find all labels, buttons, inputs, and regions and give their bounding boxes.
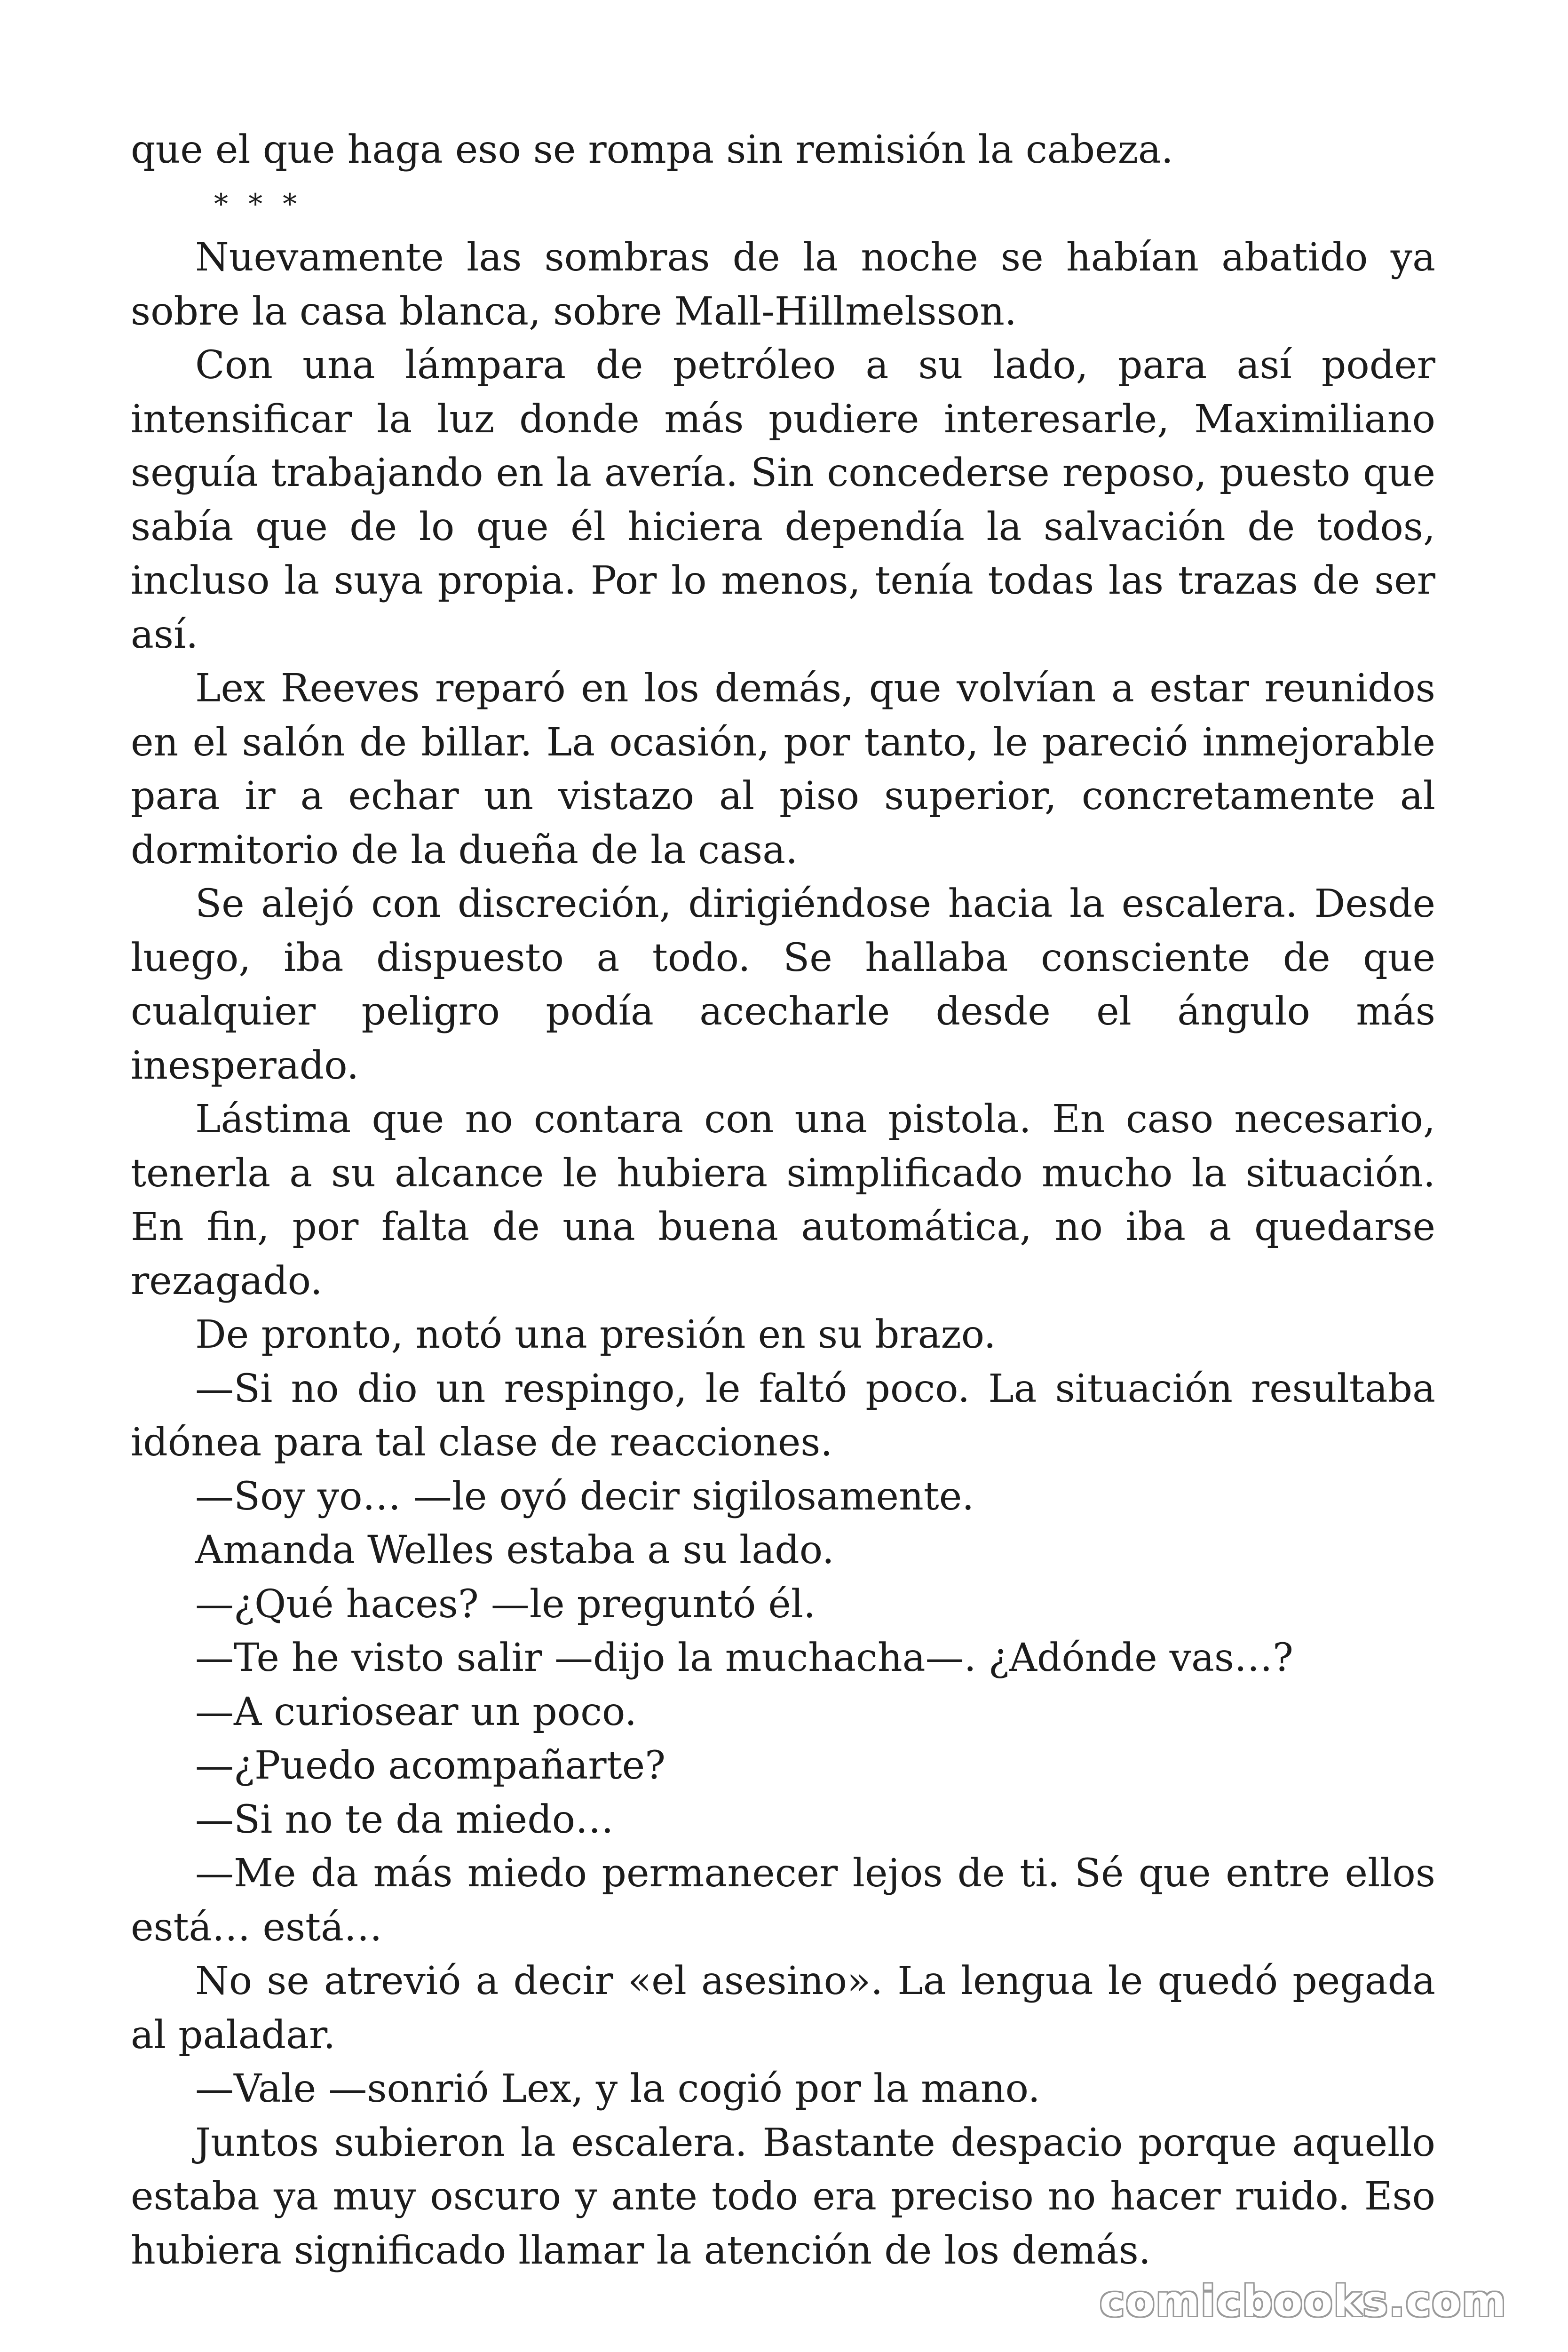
- page-body-text: [131, 123, 1435, 2278]
- paragraph: Lástima que no contara con una pistola. En caso necesario, tenerla a su alcance le hubiera simplificado mucho la situación. En fin, por falta de una buena automática, no iba a quedarse rezagado.: [131, 1097, 1435, 1303]
- paragraph: Se alejó con discreción, dirigiéndose hacia la escalera. Desde luego, iba dispuesto a todo. Se hallaba consciente de que cualquier peligro podía acecharle desde el ángulo más inesperado.: [131, 882, 1435, 1088]
- dialogue-line: —Si no dio un respingo, le faltó poco. La situación resultaba idónea para tal clase de reacciones.: [131, 1366, 1435, 1465]
- watermark-logo: comicbooks.com: [1100, 2277, 1507, 2326]
- paragraph: Nuevamente las sombras de la noche se habían abatido ya sobre la casa blanca, sobre Mall-Hillmelsson.: [131, 235, 1435, 334]
- dialogue-line: —Vale —sonrió Lex, y la cogió por la mano.: [195, 2066, 1040, 2111]
- dialogue-line: —A curiosear un poco.: [195, 1689, 637, 1734]
- paragraph: Juntos subieron la escalera. Bastante despacio porque aquello estaba ya muy oscuro y ante todo era preciso no hacer ruido. Eso hubiera significado llamar la atención de los demás.: [131, 2120, 1435, 2273]
- paragraph: Lex Reeves reparó en los demás, que volvían a estar reunidos en el salón de billar. La ocasión, por tanto, le pareció inmejorable para ir a echar un vistazo al piso superior, concretamente al dormitorio de la dueña de la casa.: [131, 666, 1435, 873]
- paragraph: No se atrevió a decir «el asesino». La lengua le quedó pegada al paladar.: [131, 1959, 1435, 2058]
- paragraph: Amanda Welles estaba a su lado.: [195, 1528, 834, 1573]
- paragraph: De pronto, notó una presión en su brazo.: [195, 1312, 996, 1357]
- dialogue-line: —Te he visto salir —dijo la muchacha—. ¿Adónde vas…?: [195, 1636, 1293, 1680]
- paragraph-continuation: que el que haga eso se rompa sin remisión la cabeza.: [131, 127, 1173, 172]
- dialogue-line: —Si no te da miedo…: [195, 1797, 614, 1842]
- section-separator: * * *: [214, 187, 303, 221]
- paragraph: Con una lámpara de petróleo a su lado, para así poder intensificar la luz donde más pudiere interesarle, Maximiliano seguía trabajando en la avería. Sin concederse reposo, puesto que sabía que de lo que él hiciera dependía la salvación de todos, incluso la suya propia. Por lo menos, tenía todas las trazas de ser así.: [131, 343, 1435, 657]
- dialogue-line: —Me da más miedo permanecer lejos de ti. Sé que entre ellos está… está…: [131, 1851, 1435, 1950]
- dialogue-line: —Soy yo… —le oyó decir sigilosamente.: [195, 1474, 974, 1519]
- dialogue-line: —¿Puedo acompañarte?: [195, 1743, 666, 1788]
- dialogue-line: —¿Qué haces? —le preguntó él.: [195, 1581, 816, 1627]
